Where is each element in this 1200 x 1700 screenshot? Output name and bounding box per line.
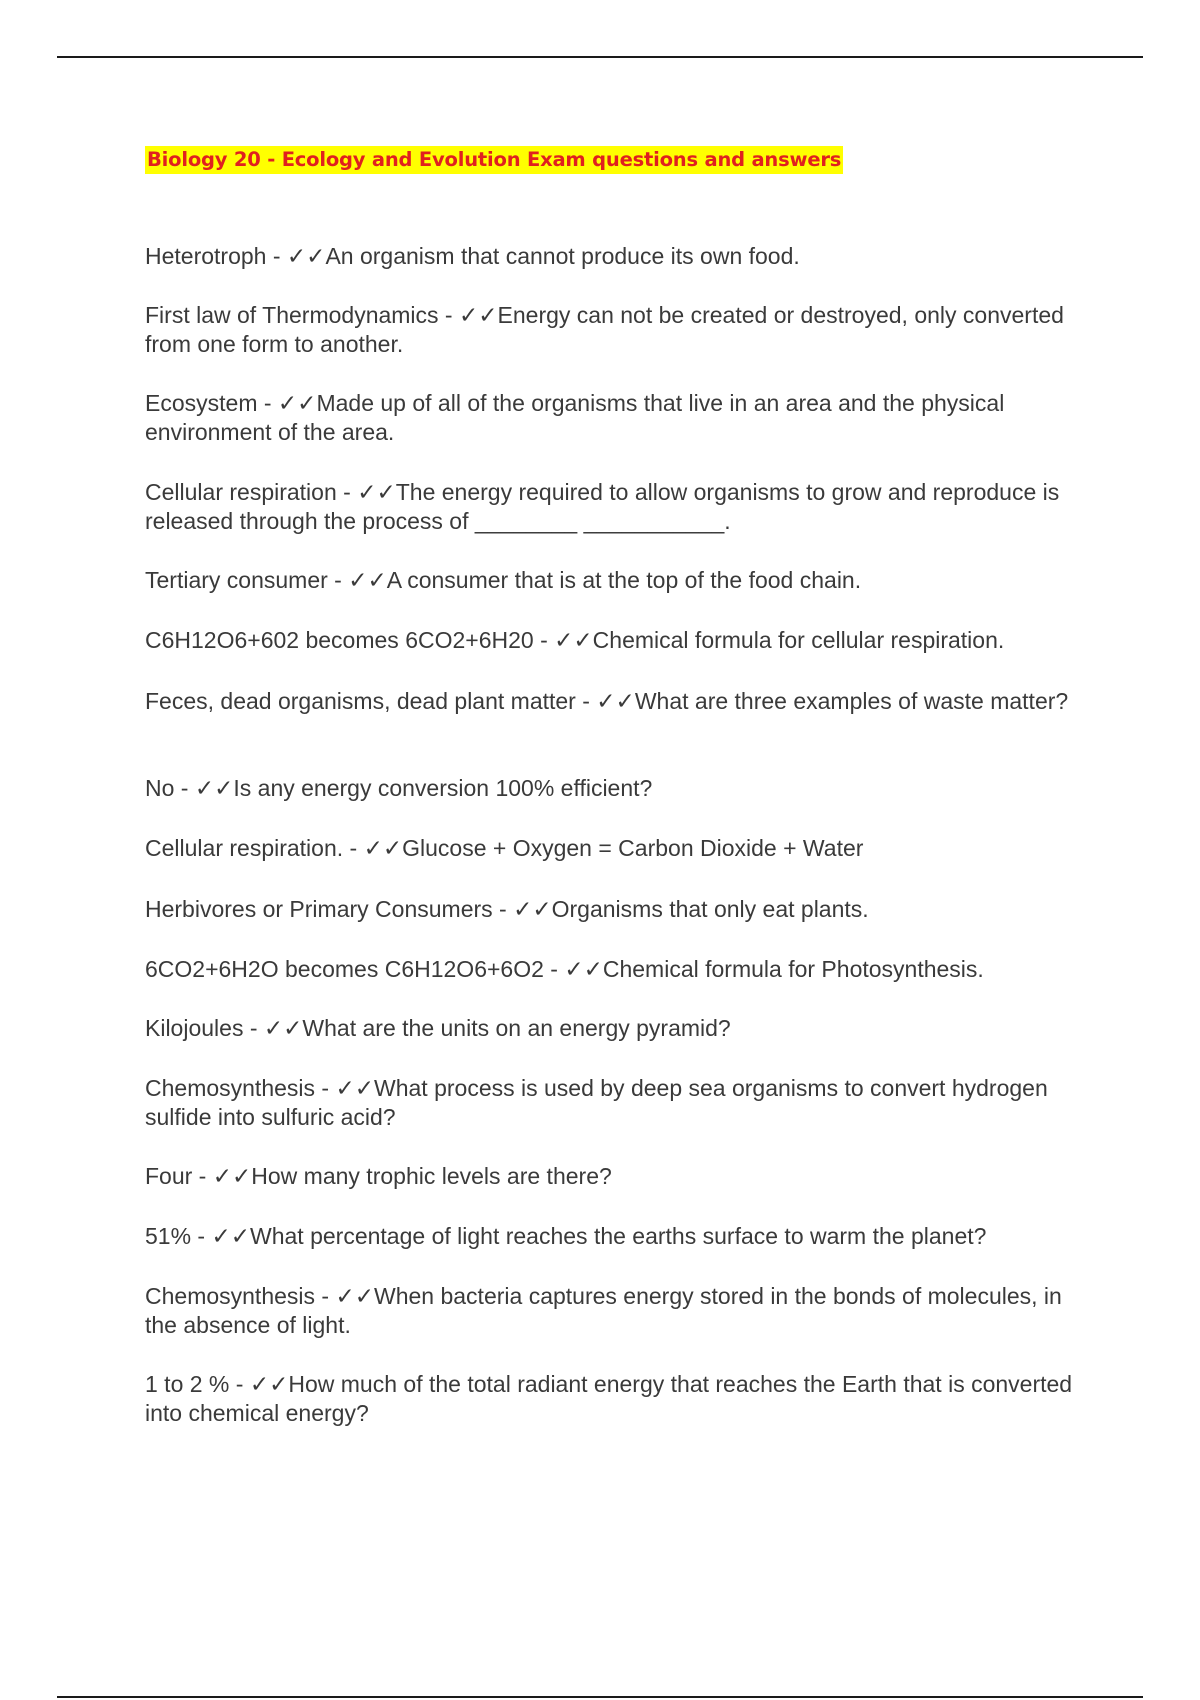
qa-item-tertiary-consumer: Tertiary consumer - ✓✓A consumer that is at the top of the food chain. [145, 567, 862, 593]
top-divider [57, 56, 1143, 58]
qa-item-heterotroph: Heterotroph - ✓✓An organism that cannot produce its own food. [145, 243, 800, 269]
qa-item-trophic-levels: Four - ✓✓How many trophic levels are there? [145, 1163, 612, 1189]
qa-item-waste-matter: Feces, dead organisms, dead plant matter - ✓✓What are three examples of waste matter? [145, 688, 1069, 714]
bottom-divider [57, 1696, 1143, 1698]
qa-item-radiant-energy: 1 to 2 % - ✓✓How much of the total radiant energy that reaches the Earth that is converted into chemical energy? [145, 1371, 1073, 1426]
qa-item-glucose-oxygen: Cellular respiration. - ✓✓Glucose + Oxygen = Carbon Dioxide + Water [145, 835, 864, 861]
qa-item-ecosystem: Ecosystem - ✓✓Made up of all of the organisms that live in an area and the physical environment of the area. [145, 390, 1005, 445]
qa-item-light-percentage: 51% - ✓✓What percentage of light reaches the earths surface to warm the planet? [145, 1223, 987, 1249]
qa-item-photosynthesis-formula: 6CO2+6H2O becomes C6H12O6+6O2 - ✓✓Chemical formula for Photosynthesis. [145, 956, 984, 982]
qa-item-chemosynthesis-deep-sea: Chemosynthesis - ✓✓What process is used by deep sea organisms to convert hydrogen sulfide into sulfuric acid? [145, 1075, 1048, 1130]
qa-item-energy-efficiency: No - ✓✓Is any energy conversion 100% efficient? [145, 775, 653, 801]
document-title: Biology 20 - Ecology and Evolution Exam questions and answers [145, 146, 843, 174]
qa-item-herbivores: Herbivores or Primary Consumers - ✓✓Organisms that only eat plants. [145, 896, 869, 922]
qa-item-cellular-respiration-blank: Cellular respiration - ✓✓The energy required to allow organisms to grow and reproduce is released through the process of ________ ___________. [145, 479, 1060, 534]
qa-item-chemosynthesis-bacteria: Chemosynthesis - ✓✓When bacteria captures energy stored in the bonds of molecules, in the absence of light. [145, 1283, 1062, 1338]
qa-item-kilojoules: Kilojoules - ✓✓What are the units on an energy pyramid? [145, 1015, 731, 1041]
qa-item-cellular-respiration-formula: C6H12O6+602 becomes 6CO2+6H20 - ✓✓Chemical formula for cellular respiration. [145, 627, 1005, 653]
qa-item-first-law-thermodynamics: First law of Thermodynamics - ✓✓Energy can not be created or destroyed, only converted from one form to another. [145, 302, 1064, 357]
